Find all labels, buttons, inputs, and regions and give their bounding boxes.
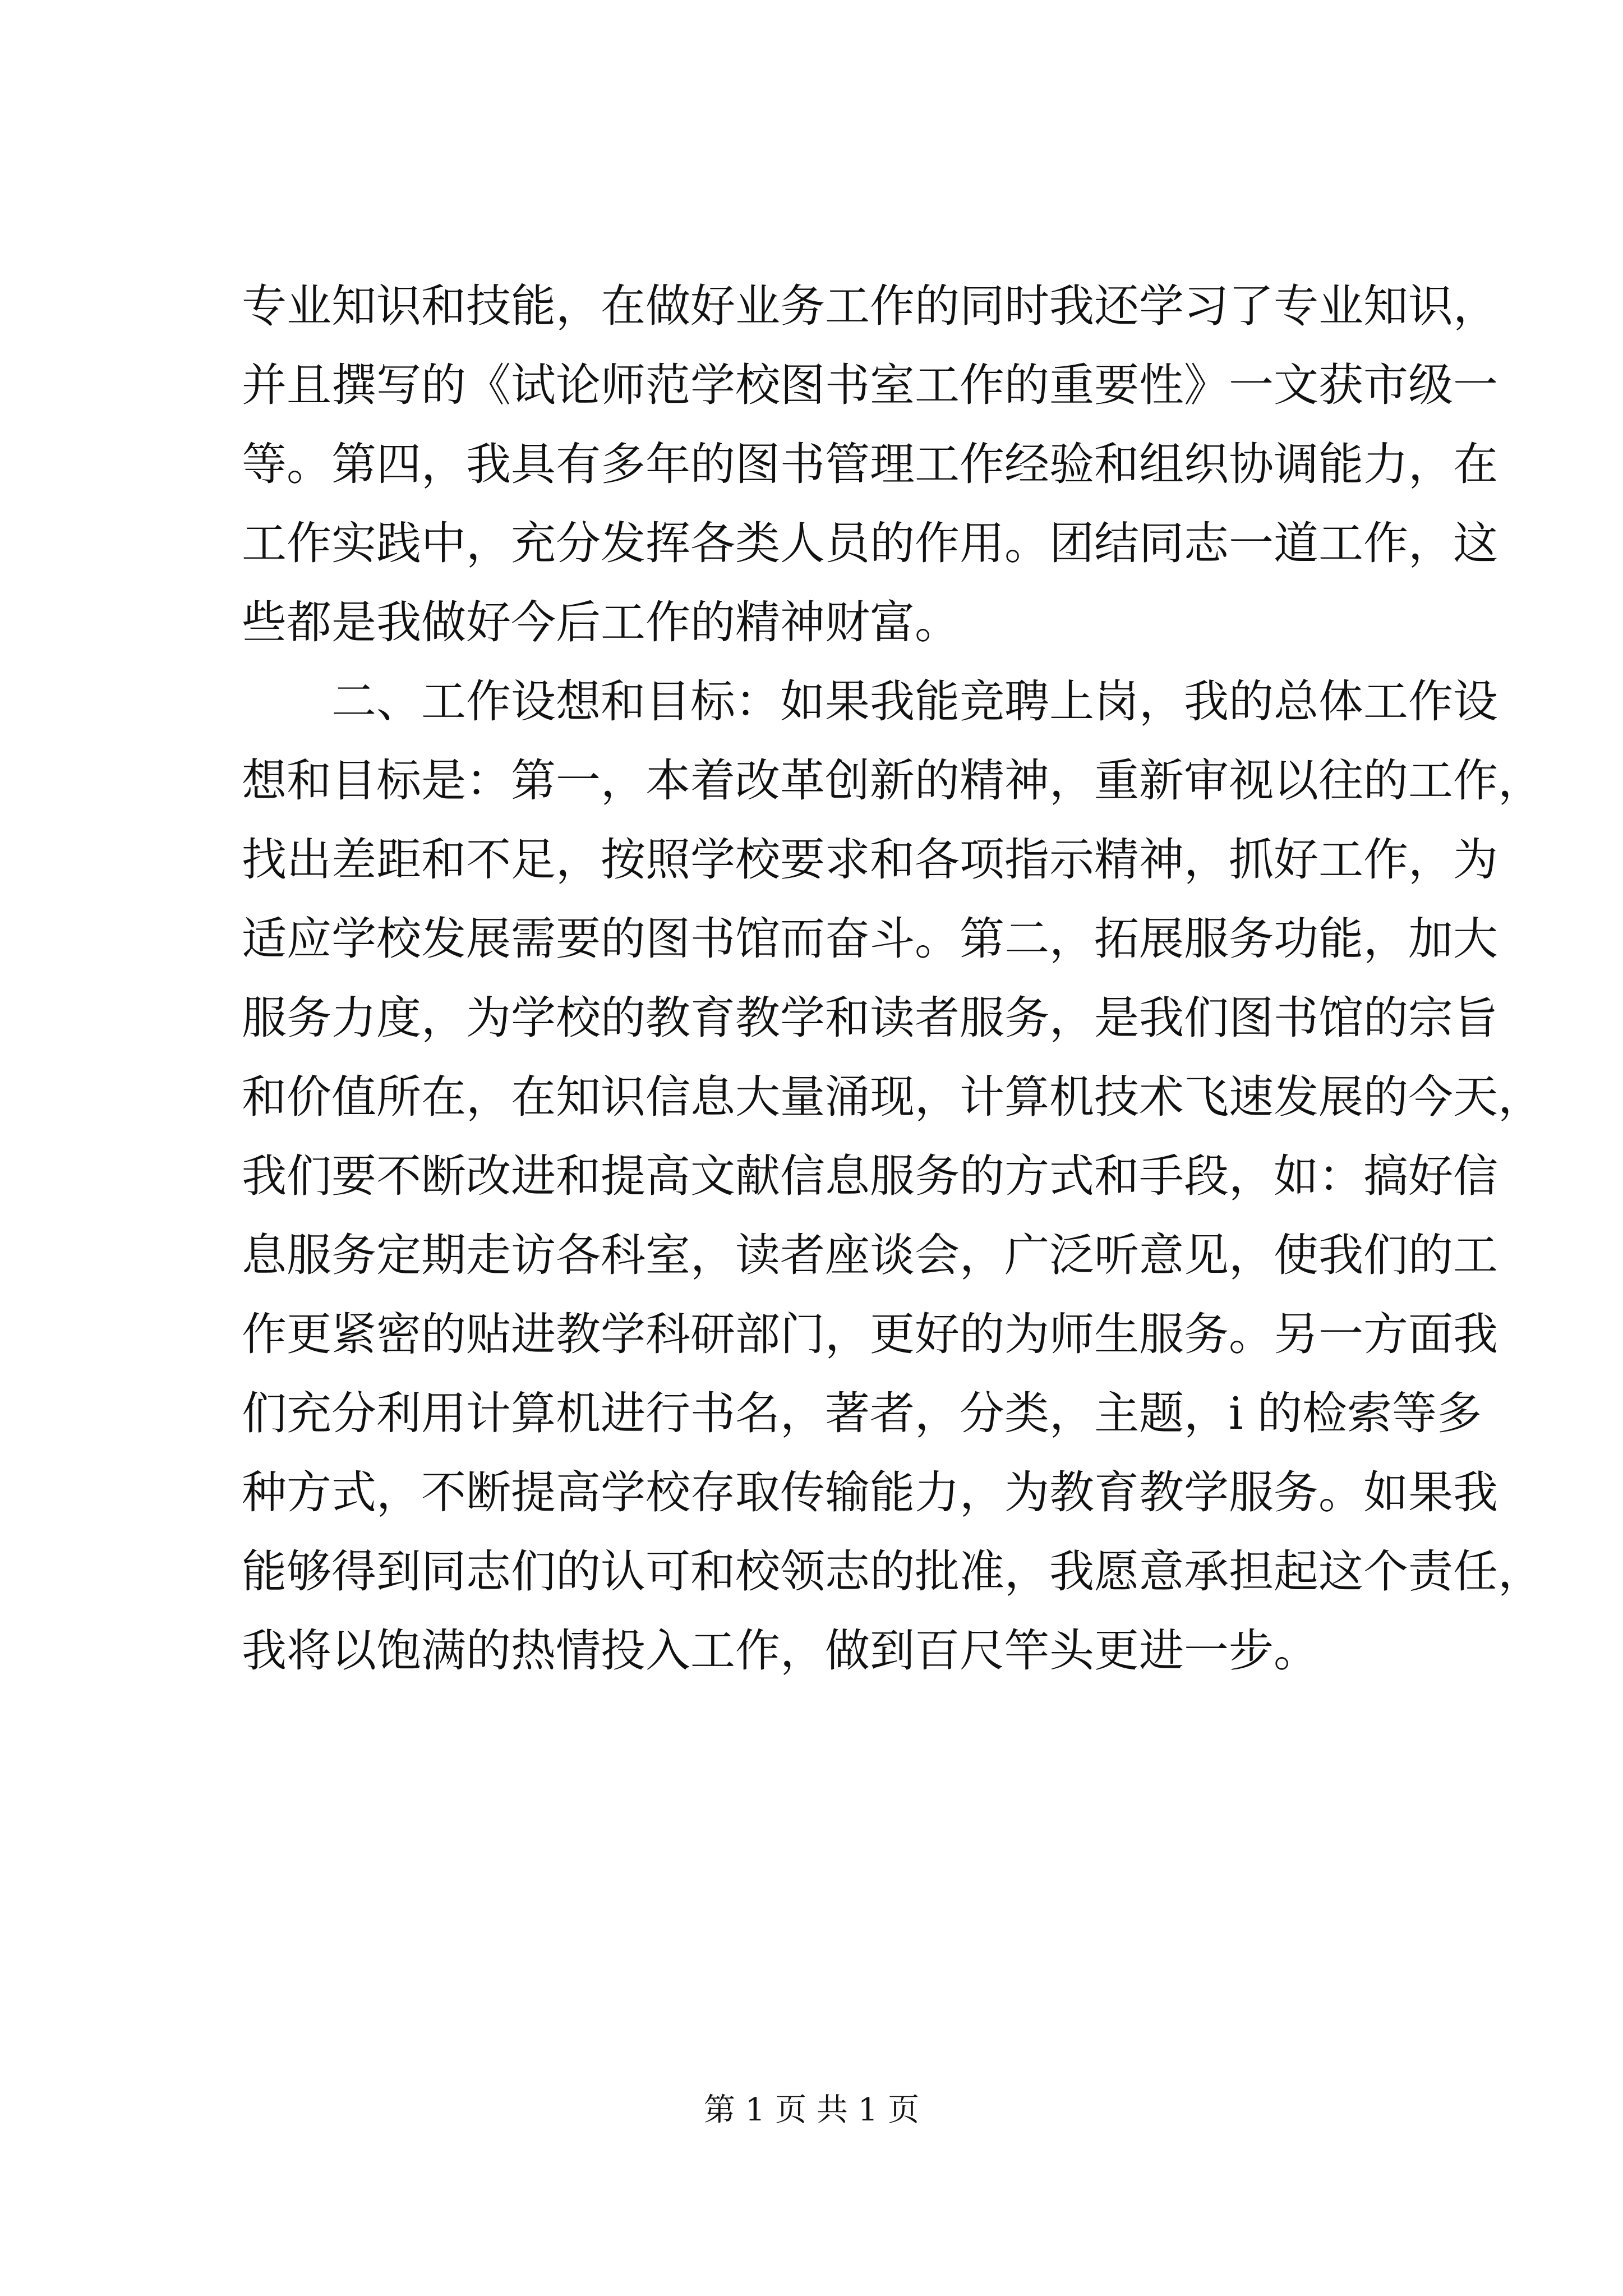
text-line: 适应学校发展需要的图书馆而奋斗。第二，拓展服务功能，加大: [242, 913, 1498, 965]
page-number-label: 第 1 页 共 1 页: [703, 2092, 920, 2128]
text-line: 我们要不断改进和提高文献信息服务的方式和手段，如：搞好信: [242, 1150, 1498, 1202]
text-line: 作更紧密的贴进教学科研部门，更好的为师生服务。另一方面我: [242, 1308, 1498, 1360]
text-line: 二、工作设想和目标：如果我能竞聘上岗，我的总体工作设: [242, 675, 1498, 728]
text-line: 们充分利用计算机进行书名，著者，分类，主题，i 的检索等多: [242, 1387, 1482, 1439]
text-line: 和价值所在，在知识信息大量涌现，计算机技术飞速发展的今天，: [242, 1071, 1543, 1123]
text-line: 我将以饱满的热情投入工作，做到百尺竿头更进一步。: [242, 1625, 1318, 1677]
text-line: 工作实践中，充分发挥各类人员的作用。团结同志一道工作，这: [242, 517, 1498, 569]
text-line: 想和目标是：第一，本着改革创新的精神，重新审视以往的工作，: [242, 754, 1543, 807]
paragraph: [242, 266, 1498, 662]
text-line: 等。第四，我具有多年的图书管理工作经验和组织协调能力，在: [242, 438, 1498, 490]
text-line: 些都是我做好今后工作的精神财富。: [242, 596, 960, 648]
text-line: 种方式，不断提高学校存取传输能力，为教育教学服务。如果我: [242, 1466, 1498, 1519]
document-body: [242, 266, 1543, 1690]
paragraph: [242, 662, 1543, 1690]
text-line: 息服务定期走访各科室，读者座谈会，广泛听意见，使我们的工: [242, 1229, 1498, 1281]
text-line: 并且撰写的《试论师范学校图书室工作的重要性》一文获市级一: [242, 359, 1498, 411]
page-footer: [0, 2088, 1623, 2133]
text-line: 专业知识和技能，在做好业务工作的同时我还学习了专业知识，: [242, 280, 1498, 332]
text-line: 能够得到同志们的认可和校领志的批准，我愿意承担起这个责任，: [242, 1545, 1543, 1598]
text-line: 找出差距和不足，按照学校要求和各项指示精神，抓好工作，为: [242, 834, 1498, 886]
text-line: 服务力度，为学校的教育教学和读者服务，是我们图书馆的宗旨: [242, 992, 1498, 1044]
